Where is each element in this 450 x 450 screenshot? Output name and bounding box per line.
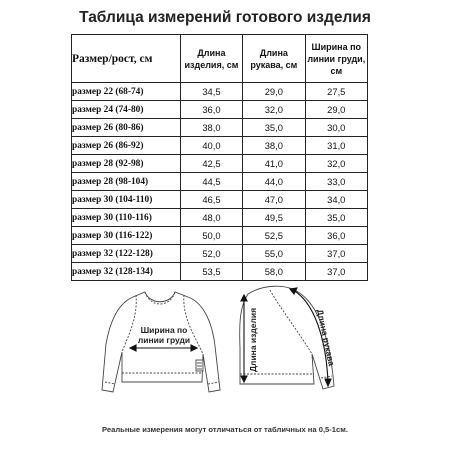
header-length: Длина изделия, см bbox=[180, 35, 242, 83]
table-row bbox=[72, 227, 368, 245]
size-cell: размер 32 (122-128) bbox=[72, 245, 181, 263]
sleeve-cell: 47,0 bbox=[243, 191, 305, 209]
chest-cell: 30,0 bbox=[305, 119, 367, 137]
length-cell: 36,0 bbox=[180, 101, 242, 119]
sleeve-cell: 52,5 bbox=[243, 227, 305, 245]
sleeve-cell: 29,0 bbox=[243, 83, 305, 101]
chest-cell: 35,0 bbox=[305, 209, 367, 227]
chest-cell: 31,0 bbox=[305, 137, 367, 155]
chest-cell: 36,0 bbox=[305, 227, 367, 245]
table-body bbox=[72, 83, 368, 281]
table-row bbox=[72, 83, 368, 101]
size-cell: размер 22 (68-74) bbox=[72, 83, 181, 101]
length-cell: 53,5 bbox=[180, 263, 242, 281]
sleeve-cell: 58,0 bbox=[243, 263, 305, 281]
length-cell: 44,5 bbox=[180, 173, 242, 191]
chest-label-line2: линии груди bbox=[137, 335, 191, 345]
size-cell: размер 28 (92-98) bbox=[72, 155, 181, 173]
sleeve-cell: 49,5 bbox=[243, 209, 305, 227]
size-cell: размер 30 (116-122) bbox=[72, 227, 181, 245]
header-size: Размер/рост, см bbox=[72, 35, 181, 83]
table-row bbox=[72, 155, 368, 173]
chest-cell: 27,5 bbox=[305, 83, 367, 101]
sleeve-cell: 55,0 bbox=[243, 245, 305, 263]
chest-cell: 29,0 bbox=[305, 101, 367, 119]
chest-cell: 32,0 bbox=[305, 155, 367, 173]
table-row bbox=[72, 245, 368, 263]
header-sleeve: Длина рукава, см bbox=[243, 35, 305, 83]
chest-arrow bbox=[130, 345, 197, 351]
length-cell: 42,5 bbox=[180, 155, 242, 173]
chest-cell: 37,0 bbox=[305, 245, 367, 263]
length-cell: 38,0 bbox=[180, 119, 242, 137]
table-row bbox=[72, 119, 368, 137]
chest-label-line1: Ширина по bbox=[140, 325, 188, 335]
table-row bbox=[72, 209, 368, 227]
length-cell: 52,0 bbox=[180, 245, 242, 263]
size-cell: размер 32 (128-134) bbox=[72, 263, 181, 281]
sleeve-cell: 35,0 bbox=[243, 119, 305, 137]
length-cell: 34,5 bbox=[180, 83, 242, 101]
page-title: Таблица измерений готового изделия bbox=[79, 9, 371, 26]
length-cell: 48,0 bbox=[180, 209, 242, 227]
size-cell: размер 24 (74-80) bbox=[72, 101, 181, 119]
size-cell: размер 26 (86-92) bbox=[72, 137, 181, 155]
chest-cell: 37,0 bbox=[305, 263, 367, 281]
chest-cell: 33,0 bbox=[305, 173, 367, 191]
sleeve-cell: 32,0 bbox=[243, 101, 305, 119]
sleeve-cell: 44,0 bbox=[243, 173, 305, 191]
chest-cell: 34,0 bbox=[305, 191, 367, 209]
size-table bbox=[71, 34, 368, 281]
table-row bbox=[72, 137, 368, 155]
length-cell: 40,0 bbox=[180, 137, 242, 155]
length-cell: 46,5 bbox=[180, 191, 242, 209]
length-cell: 50,0 bbox=[180, 227, 242, 245]
sleeve-cell: 38,0 bbox=[243, 137, 305, 155]
footnote: Реальные измерения могут отличаться от табличных на 0,5-1см. bbox=[102, 425, 348, 434]
table-header-row bbox=[72, 35, 368, 83]
size-cell: размер 30 (110-116) bbox=[72, 209, 181, 227]
table-row bbox=[72, 101, 368, 119]
length-label: Длина изделия bbox=[248, 307, 258, 372]
size-cell: размер 30 (104-110) bbox=[72, 191, 181, 209]
table-row bbox=[72, 191, 368, 209]
sleeve-label: Длина рукава bbox=[315, 308, 337, 367]
garment-diagram bbox=[0, 278, 450, 413]
table-row bbox=[72, 173, 368, 191]
size-cell: размер 28 (98-104) bbox=[72, 173, 181, 191]
header-chest: Ширина по линии груди, см bbox=[305, 35, 367, 83]
sleeve-cell: 41,0 bbox=[243, 155, 305, 173]
size-cell: размер 26 (80-86) bbox=[72, 119, 181, 137]
